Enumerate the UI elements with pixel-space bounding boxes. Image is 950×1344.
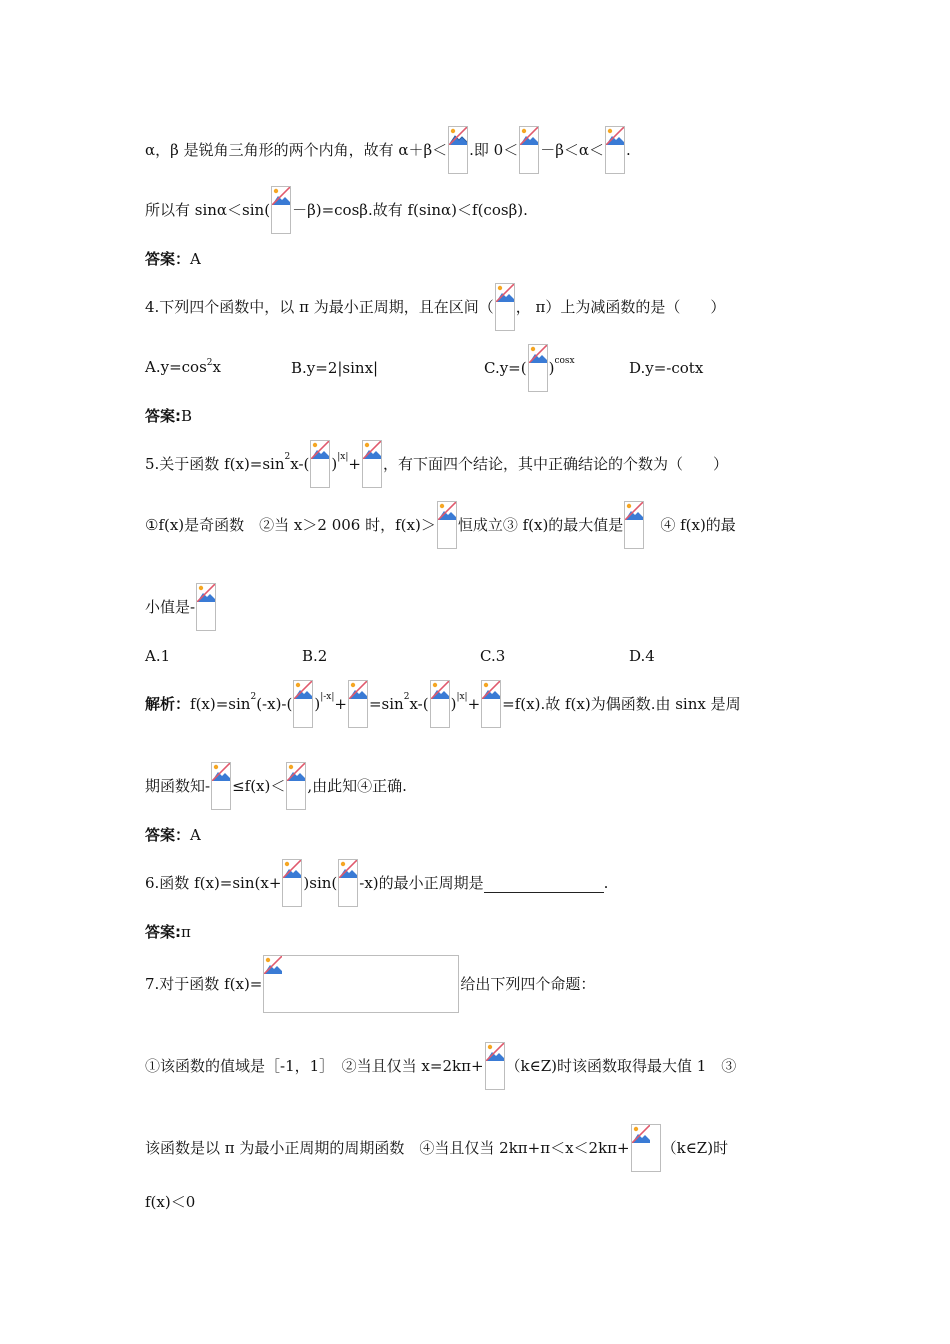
broken-image-icon <box>294 681 312 699</box>
answer-4 <box>145 402 192 430</box>
formula-image <box>196 583 216 631</box>
answer-label: 答案： <box>145 826 191 844</box>
option-a: $A.y=\cos^2x$ <box>145 357 221 376</box>
broken-image-icon <box>496 284 514 302</box>
formula-image <box>605 126 625 174</box>
answer-label: 答案: <box>145 407 181 425</box>
formula-image <box>631 1124 661 1172</box>
formula-image <box>624 501 644 549</box>
broken-image-icon <box>438 502 456 520</box>
broken-image-icon <box>363 441 381 459</box>
question-4-options <box>145 354 805 382</box>
formula-image <box>519 126 539 174</box>
broken-image-icon <box>529 345 547 363</box>
text: －β)=cosβ.故有 f(sinα)＜f(cosβ). <box>292 201 528 219</box>
text: α，β 是锐角三角形的两个内角，故有 α＋β＜ <box>145 141 448 159</box>
option-b: B.2 <box>302 647 328 665</box>
formula-image <box>348 680 368 728</box>
formula-image <box>485 1042 505 1090</box>
broken-image-icon <box>339 860 357 878</box>
formula-image <box>263 955 459 1013</box>
broken-image-icon <box>283 860 301 878</box>
formula-image <box>338 859 358 907</box>
option-b: B.y=2|sinx| <box>291 359 379 377</box>
formula-image <box>430 680 450 728</box>
broken-image-icon <box>349 681 367 699</box>
broken-image-icon <box>212 763 230 781</box>
question-5-options <box>145 642 805 670</box>
answer-label: 答案: <box>145 923 181 941</box>
answer-value: A <box>190 826 201 844</box>
formula-image <box>286 762 306 810</box>
question-7: 7.对于函数 f(x)= 给出下列四个命题： <box>145 970 595 998</box>
formula-image <box>481 680 501 728</box>
solution-5: 解析： f(x)=sin 2 (-x)-( ) |-x| + =sin 2 x-( ) |x| + =f(x).故 f(x)为偶函数.由 sinx 是周 <box>145 690 741 718</box>
formula-image <box>211 762 231 810</box>
broken-image-icon <box>520 127 538 145</box>
answer-3 <box>145 245 201 273</box>
answer-5 <box>145 821 201 849</box>
broken-image-icon <box>311 441 329 459</box>
question-7-statements-end: f(x)＜0 <box>145 1193 196 1211</box>
option-c: C.3 <box>480 647 506 665</box>
text: 所以有 sinα＜sin( <box>145 201 271 219</box>
question-4 <box>145 293 725 321</box>
text: . <box>626 141 631 159</box>
question-6: 6.函数 f(x)=sin(x+ )sin( -x)的最小正周期是 . <box>145 869 608 897</box>
formula-image <box>362 440 382 488</box>
broken-image-icon <box>606 127 624 145</box>
broken-image-icon <box>264 956 282 974</box>
option-c: C.y=( ) cosx <box>484 344 575 392</box>
broken-image-icon <box>486 1043 504 1061</box>
question-5: 5.关于函数 f(x)=sin 2 x-( ) |x| + ，有下面四个结论，其中正确结论的个数为（ ） <box>145 450 728 478</box>
question-5-statements: ①f(x)是奇函数 ②当 x＞2 006 时，f(x)＞ 恒成立③ f(x)的最大值是 ④ f(x)的最 <box>145 511 736 539</box>
question-7-statements: ①该函数的值域是［-1，1］ ②当且仅当 x=2kπ+ （k∈Z)时该函数取得最大值 1 ③ <box>145 1052 736 1080</box>
line-1 <box>145 136 631 164</box>
broken-image-icon <box>287 763 305 781</box>
text: 4.下列四个函数中，以 π 为最小正周期，且在区间（ <box>145 298 494 316</box>
broken-image-icon <box>272 187 290 205</box>
formula-image <box>448 126 468 174</box>
broken-image-icon <box>449 127 467 145</box>
formula-image <box>310 440 330 488</box>
option-d: D.4 <box>629 647 655 665</box>
formula-image <box>495 283 515 331</box>
option-d: D.y=-cotx <box>629 359 704 377</box>
question-5-statements-cont: 小值是- <box>145 593 217 621</box>
broken-image-icon <box>632 1125 650 1143</box>
answer-value: B <box>181 407 193 425</box>
solution-label: 解析： <box>145 695 191 713</box>
text: ， π）上为减函数的是（ ） <box>515 298 726 316</box>
text: －β＜α＜ <box>540 141 605 159</box>
broken-image-icon <box>197 584 215 602</box>
question-7-statements-cont: 该函数是以 π 为最小正周期的周期函数 ④当且仅当 2kπ+π＜x＜2kπ+ （k∈Z)时 <box>145 1134 728 1162</box>
formula-image <box>282 859 302 907</box>
answer-blank[interactable] <box>484 874 604 893</box>
broken-image-icon <box>431 681 449 699</box>
line-2 <box>145 196 528 224</box>
formula-image <box>437 501 457 549</box>
answer-label: 答案： <box>145 250 191 268</box>
formula-image <box>293 680 313 728</box>
formula-image <box>271 186 291 234</box>
option-a: A.1 <box>145 647 171 665</box>
solution-5-cont: 期函数知- ≤f(x)＜ ,由此知④正确. <box>145 772 407 800</box>
answer-6 <box>145 918 191 946</box>
formula-image <box>528 344 548 392</box>
broken-image-icon <box>625 502 643 520</box>
broken-image-icon <box>482 681 500 699</box>
text: .即 0＜ <box>469 141 519 159</box>
answer-value: A <box>190 250 201 268</box>
answer-value: π <box>181 923 191 941</box>
